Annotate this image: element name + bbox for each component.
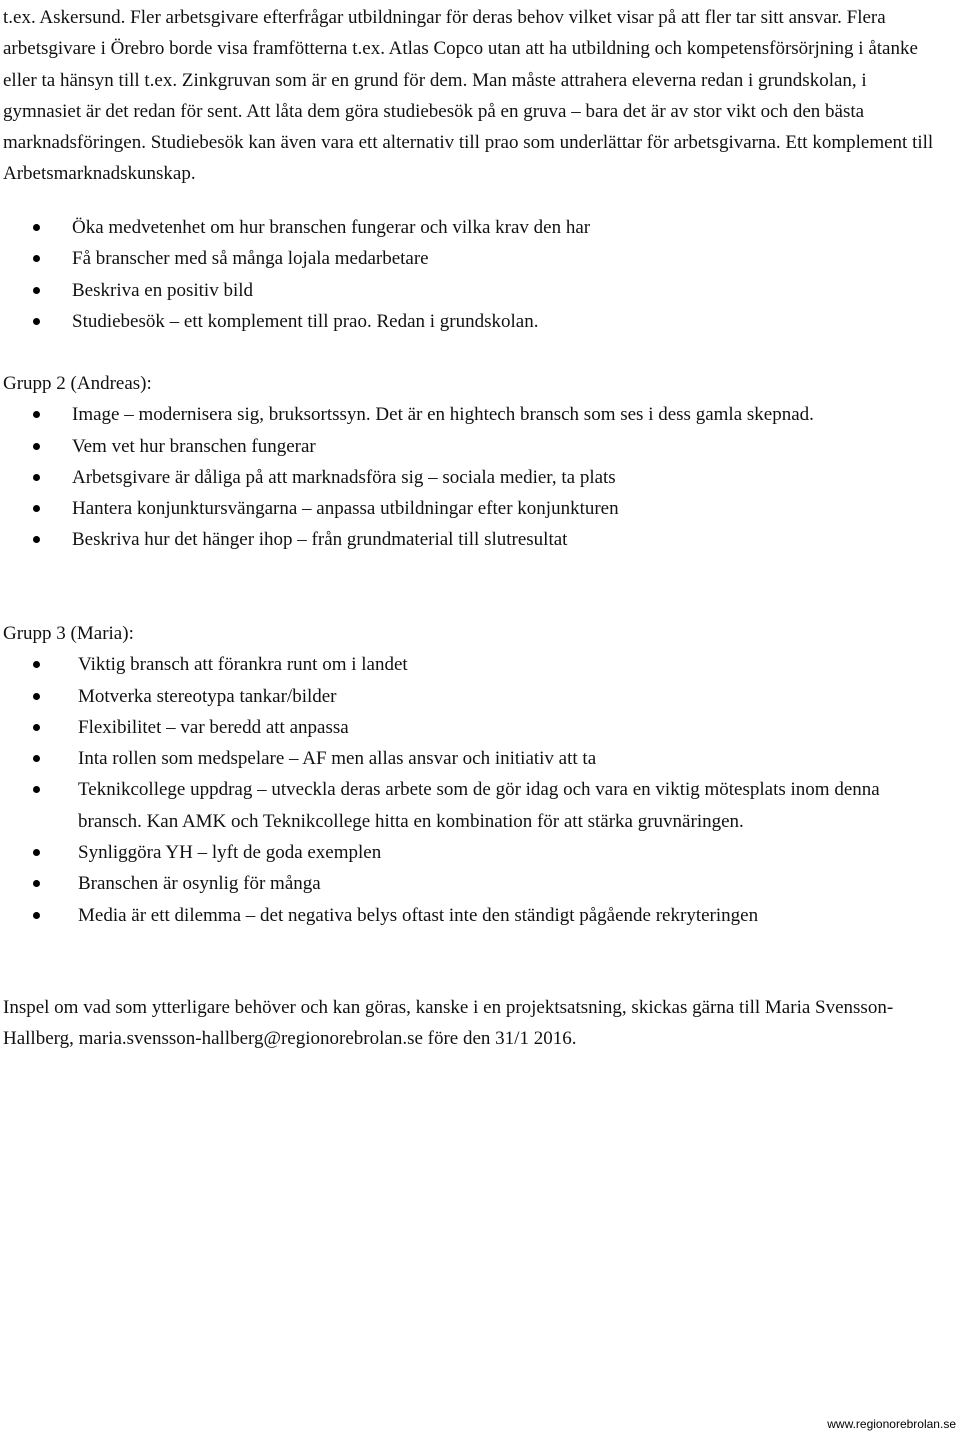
bullet-dot-icon [33,505,40,512]
group3-list [3,649,948,931]
list-item: Studiebesök – ett komplement till prao. Redan i grundskolan. [3,306,948,337]
bullet-dot-icon [33,411,40,418]
bullet-dot-icon [33,443,40,450]
list-item: Öka medvetenhet om hur branschen fungerar och vilka krav den har [3,212,948,243]
group3-heading: Grupp 3 (Maria): [3,623,134,644]
list-item: Viktig bransch att förankra runt om i landet [3,649,948,680]
bullet-dot-icon [33,693,40,700]
group1-list [3,212,948,337]
bullet-dot-icon [33,661,40,668]
intro-paragraph [3,2,948,190]
list-item: Media är ett dilemma – det negativa belys oftast inte den ständigt pågående rekryteringen [3,900,948,931]
group2-section [3,368,948,556]
group2-heading: Grupp 2 (Andreas): [3,373,152,394]
list-item: Synliggöra YH – lyft de goda exemplen [3,837,948,868]
bullet-dot-icon [33,849,40,856]
footer-url: www.regionorebrolan.se [827,1417,956,1431]
list-item: Arbetsgivare är dåliga på att marknadsföra sig – sociala medier, ta plats [3,462,948,493]
list-item: Beskriva hur det hänger ihop – från grundmaterial till slutresultat [3,524,948,555]
group3-section [3,618,948,931]
list-item: Motverka stereotypa tankar/bilder [3,681,948,712]
list-item: Få branscher med så många lojala medarbetare [3,243,948,274]
list-item: Teknikcollege uppdrag – utveckla deras arbete som de gör idag och vara en viktig mötesplats inom denna bransch. Kan AMK och Teknikcollege hitta en kombination för att stärka gruvnäringen. [3,774,948,837]
bullet-dot-icon [33,536,40,543]
list-item: Image – modernisera sig, bruksortssyn. Det är en hightech bransch som ses i dess gamla skepnad. [3,399,948,430]
bullet-dot-icon [33,287,40,294]
bullet-dot-icon [33,755,40,762]
list-item: Branschen är osynlig för många [3,868,948,899]
group1-section [3,212,948,337]
bullet-dot-icon [33,880,40,887]
intro-text: t.ex. Askersund. Fler arbetsgivare efterfrågar utbildningar för deras behov vilket visar på att fler tar sitt ansvar. Flera arbetsgivare i Örebro borde visa framfötterna t.ex. Atlas Copco utan att ha utbildning och kompetensförsörjning i åtanke eller ta hänsyn till t.ex. Zinkgruvan som är en grund för dem. Man måste attrahera eleverna redan i grundskolan, i gymnasiet är det redan för sent. Att låta dem göra studiebesök på en gruva – bara det är av stor vikt och den bästa marknadsföringen. Studiebesök kan även vara ett alternativ till prao som underlättar för arbetsgivarna. Ett komplement till Arbetsmarknadskunskap. [3,7,934,185]
group2-list [3,399,948,555]
list-item: Beskriva en positiv bild [3,275,948,306]
list-item: Inta rollen som medspelare – AF men allas ansvar och initiativ att ta [3,743,948,774]
bullet-dot-icon [33,474,40,481]
bullet-dot-icon [33,724,40,731]
bullet-dot-icon [33,318,40,325]
closing-paragraph: Inspel om vad som ytterligare behöver och kan göras, kanske i en projektsatsning, skickas gärna till Maria Svensson-Hallberg, maria.svensson-hallberg@regionorebrolan.se före den 31/1 2016. [3,997,894,1050]
bullet-dot-icon [33,224,40,231]
bullet-dot-icon [33,912,40,919]
bullet-dot-icon [33,255,40,262]
bullet-dot-icon [33,786,40,793]
list-item: Hantera konjunktursvängarna – anpassa utbildningar efter konjunkturen [3,493,948,524]
list-item: Flexibilitet – var beredd att anpassa [3,712,948,743]
list-item: Vem vet hur branschen fungerar [3,431,948,462]
